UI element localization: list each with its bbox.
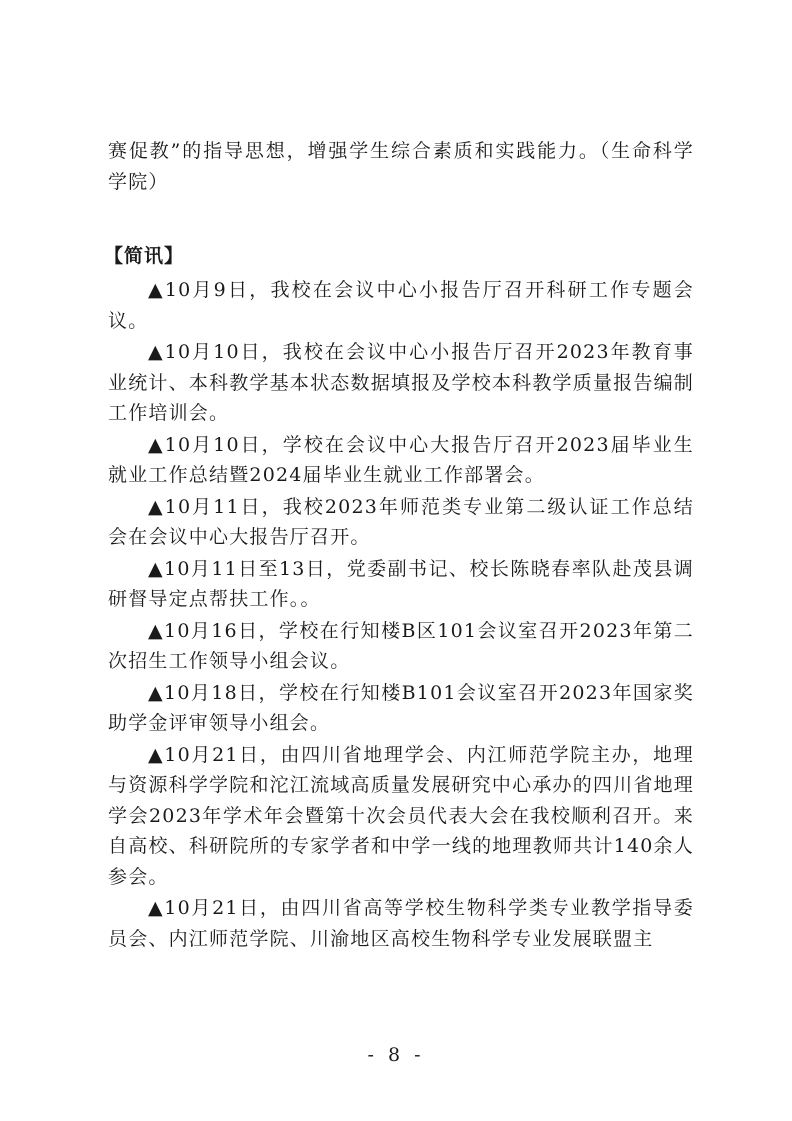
news-item: ▲10月21日，由四川省地理学会、内江师范学院主办，地理与资源科学学院和沱江流域高质量发展研究中心承办的四川省地理学会2023年学术年会暨第十次会员代表大会在我校顺利召开。来自高校、科研院所的专家学者和中学一线的地理教师共计140余人参会。 — [108, 743, 694, 888]
news-item: ▲10月10日，学校在会议中心大报告厅召开2023届毕业生就业工作总结暨2024届毕业生就业工作部署会。 — [108, 433, 694, 486]
news-item: ▲10月9日，我校在会议中心小报告厅召开科研工作专题会议。 — [108, 279, 694, 332]
news-item: ▲10月16日，学校在行知楼B区101会议室召开2023年第二次招生工作领导小组会议。 — [108, 619, 694, 672]
news-item: ▲10月18日，学校在行知楼B101会议室召开2023年国家奖助学金评审领导小组会。 — [108, 681, 694, 734]
news-item: ▲10月21日，由四川省高等学校生物科学类专业教学指导委员会、内江师范学院、川渝地区高校生物科学专业发展联盟主 — [108, 897, 694, 950]
news-list — [108, 275, 694, 954]
intro-paragraph: 赛促教”的指导思想，增强学生综合素质和实践能力。（生命科学学院） — [108, 140, 694, 193]
news-item: ▲10月10日，我校在会议中心小报告厅召开2023年教育事业统计、本科教学基本状态数据填报及学校本科教学质量报告编制工作培训会。 — [108, 341, 694, 424]
document-body — [104, 136, 694, 955]
page-number: - 8 - — [367, 1044, 425, 1066]
news-item: ▲10月11日至13日，党委副书记、校长陈晓春率队赴茂县调研督导定点帮扶工作。。 — [108, 557, 694, 610]
section-heading: 【简讯】 — [104, 245, 185, 267]
news-item: ▲10月11日，我校2023年师范类专业第二级认证工作总结会在会议中心大报告厅召开。 — [108, 495, 694, 548]
